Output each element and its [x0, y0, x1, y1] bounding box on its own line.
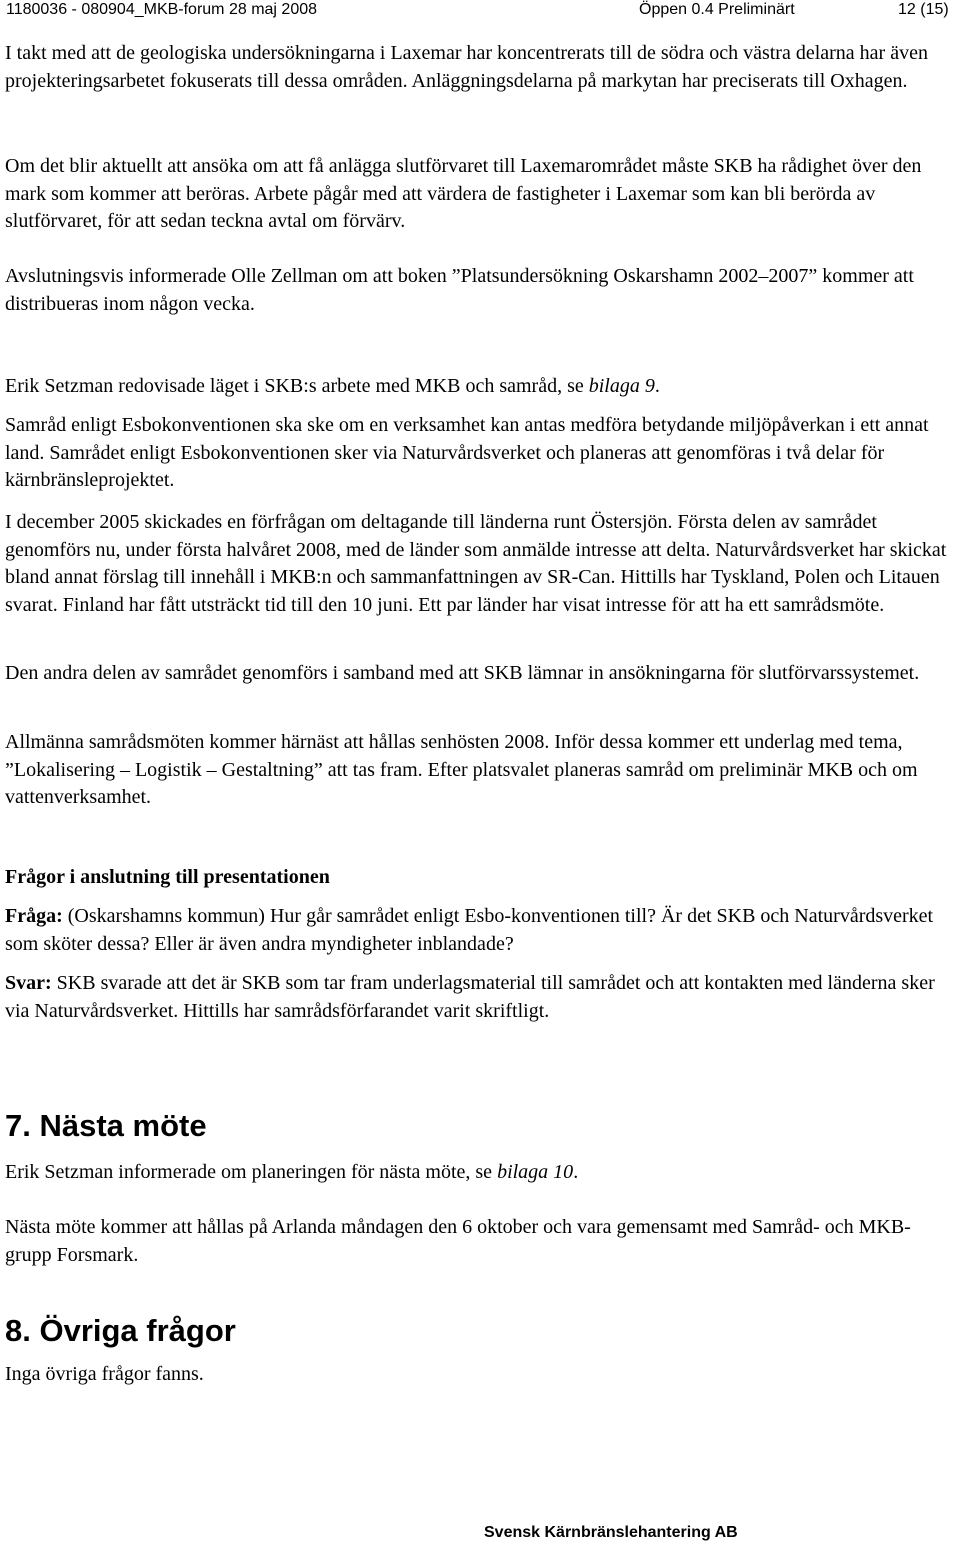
page-footer: Svensk Kärnbränslehantering AB — [484, 1524, 738, 1541]
paragraph-public-meetings: Allmänna samrådsmöten kommer härnäst att hållas senhösten 2008. Inför dessa kommer ett underlag med tema, ”Lokalisering – Logistik – Gestaltning” att tas fram. Efter platsvalet planeras samråd om preliminär MKB och om vattenverksamhet. — [5, 731, 918, 808]
page-header — [0, 0, 960, 24]
paragraph-second-part: Den andra delen av samrådet genomförs i samband med att SKB lämnar in ansökningarna för slutförvarssystemet. — [5, 662, 920, 684]
paragraph-esbo: Samråd enligt Esbokonventionen ska ske om en verksamhet kan antas medföra betydande miljöpåverkan i ett annat land. Samrådet enligt Esbokonventionen sker via Naturvårdsverket och planeras att genomföras i två delar för kärnbränsleprojektet. — [5, 414, 929, 491]
document-id: 1180036 - 080904_MKB-forum 28 maj 2008 — [6, 1, 318, 18]
page-number: 12 (15) — [898, 1, 949, 18]
question-label: Fråga: — [5, 905, 63, 927]
section-8-paragraph: Inga övriga frågor fanns. — [5, 1363, 204, 1385]
paragraph-book: Avslutningsvis informerade Olle Zellman om att boken ”Platsundersökning Oskarshamn 2002–2007” kommer att distribueras inom någon vecka. — [5, 265, 914, 315]
section-7-paragraph-2: Nästa möte kommer att hållas på Arlanda måndagen den 6 oktober och vara gemensamt med Samråd- och MKB-grupp Forsmark. — [5, 1216, 911, 1266]
bilaga-10-reference: bilaga 10 — [497, 1161, 574, 1183]
section-8-heading: 8. Övriga frågor — [5, 1313, 236, 1348]
paragraph-land-rights: Om det blir aktuellt att ansöka om att få anlägga slutförvaret till Laxemarområdet måste SKB ha rådighet över den mark som kommer att beröras. Arbete pågår med att värdera de fastigheter i Laxemar som kan bli berörda av slutförvaret, för att sedan teckna avtal om förvärv. — [5, 155, 922, 232]
paragraph-mkb-status-end: . — [654, 375, 660, 397]
section-7-heading: 7. Nästa möte — [5, 1108, 207, 1143]
section-7-paragraph-1-end: . — [573, 1161, 579, 1183]
section-7-paragraph-1 — [5, 1159, 950, 1187]
bilaga-9-reference: bilaga 9 — [588, 375, 655, 397]
answer-text: SKB svarade att det är SKB som tar fram underlagsmaterial till samrådet och att kontakten med länderna sker via Naturvårdsverket. Hittills har samrådsförfarandet varit skriftligt. — [5, 972, 935, 1022]
paragraph-december-2005: I december 2005 skickades en förfrågan om deltagande till länderna runt Östersjön. Första delen av samrådet genomförs nu, under första halvåret 2008, med de länder som anmälde intresse att delta. Naturvårdsverket har skickat bland annat förslag till innehåll i MKB:n och sammanfattningen av SR-Can. Hittills har Tyskland, Polen och Litauen svarat. Finland har fått utsträckt tid till den 10 juni. Ett par länder har visat intresse för att ha ett samrådsmöte. — [5, 511, 947, 616]
paragraph-mkb-status — [5, 373, 950, 401]
document-status: Öppen 0.4 Preliminärt — [639, 1, 795, 18]
answer-label: Svar: — [5, 972, 52, 994]
question-paragraph — [5, 903, 950, 958]
answer-paragraph — [5, 970, 950, 1025]
questions-title: Frågor i anslutning till presentationen — [5, 866, 330, 888]
question-text: (Oskarshamns kommun) Hur går samrådet enligt Esbo-konventionen till? Är det SKB och Naturvårdsverket som sköter dessa? Eller är även andra myndigheter inblandade? — [5, 905, 934, 955]
paragraph-mkb-status-text: Erik Setzman redovisade läget i SKB:s arbete med MKB och samråd, se — [5, 375, 589, 397]
paragraph-geology: I takt med att de geologiska undersökningarna i Laxemar har koncentrerats till de södra och västra delarna har även projekteringsarbetet fokuserats till dessa områden. Anläggningsdelarna på markytan har preciserats till Oxhagen. — [5, 42, 928, 92]
section-7-paragraph-1-text: Erik Setzman informerade om planeringen för nästa möte, se — [5, 1161, 498, 1183]
